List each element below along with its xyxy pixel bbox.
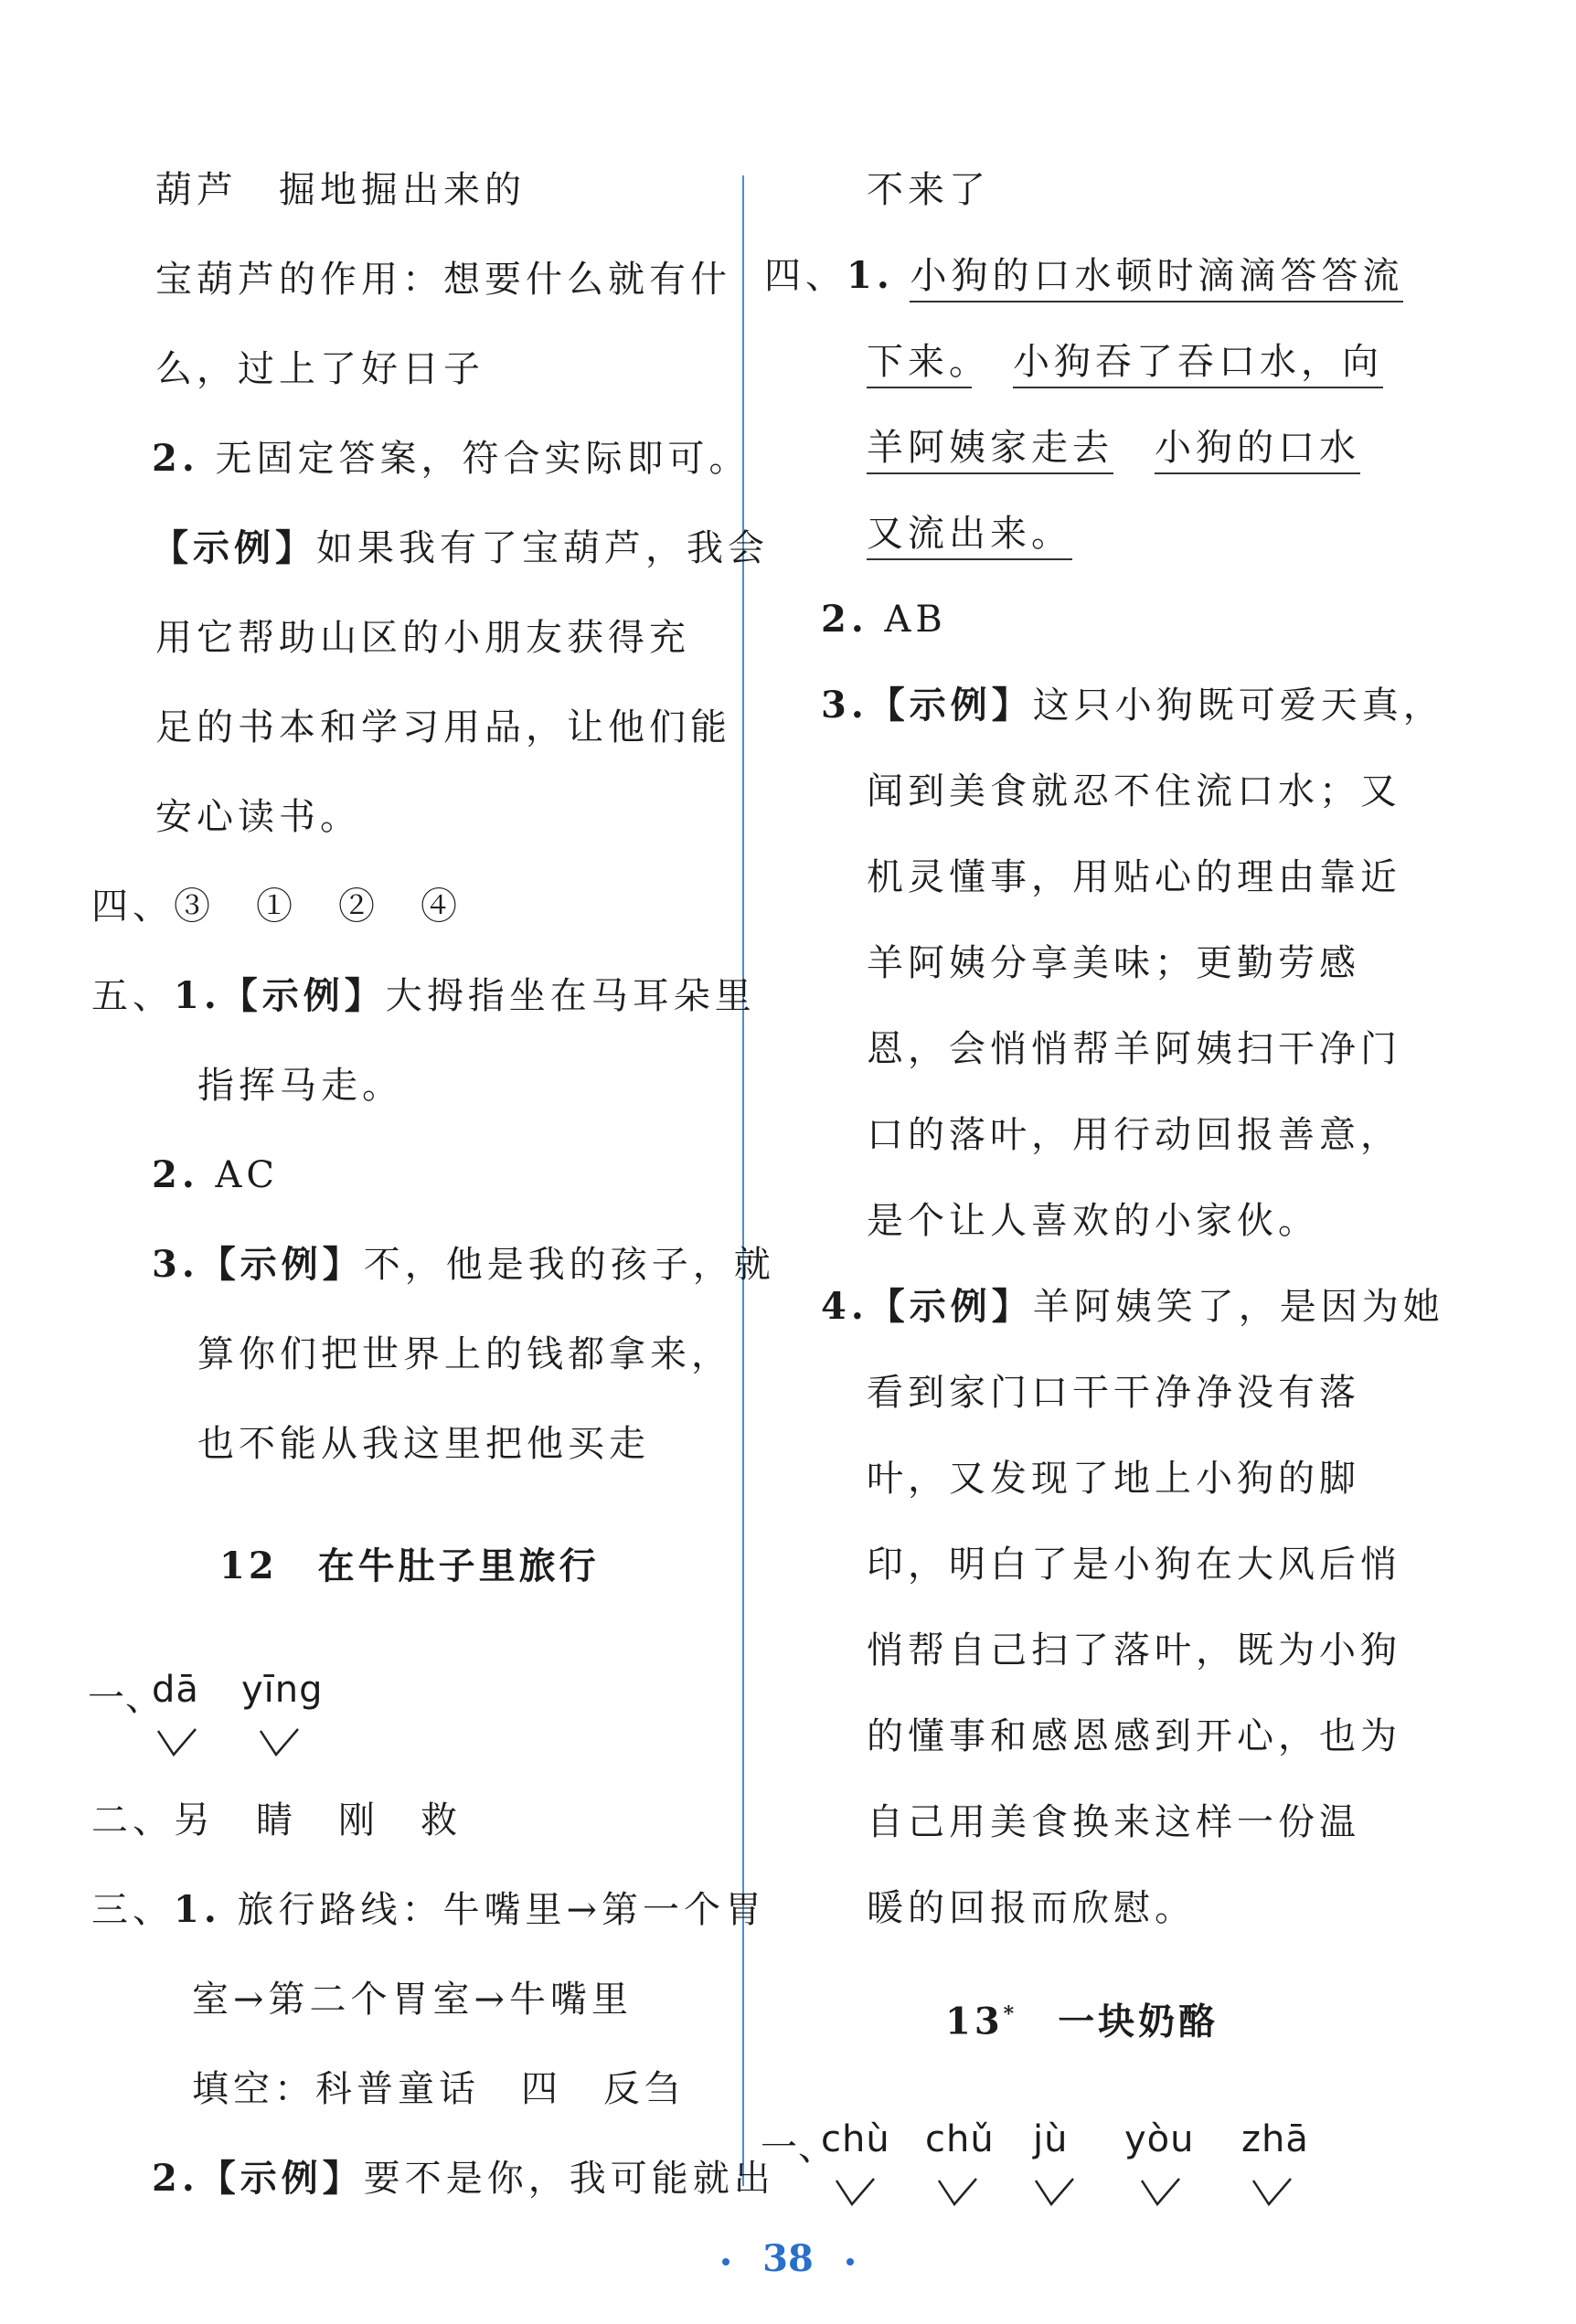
section-four-item-1 (764, 250, 1403, 302)
pinyin: chù (821, 2118, 890, 2160)
checkmark-icon (1139, 2175, 1181, 2208)
checkmark-icon (155, 1725, 197, 1758)
text: AC (215, 1154, 279, 1196)
checkmark-icon (1033, 2175, 1075, 2208)
section-heading-13 (945, 1989, 1219, 2047)
prefix: 五、 (91, 975, 174, 1017)
text-line: 悄帮自己扫了落叶，既为小狗 (867, 1629, 1401, 1671)
text: 旅行路线：牛嘴里→第一个胃 (237, 1889, 766, 1931)
bullet-icon (847, 2258, 854, 2266)
text-line: 用它帮助山区的小朋友获得充 (155, 617, 690, 659)
text-line (867, 422, 1360, 473)
text-line: 填空：科普童话 四 反刍 (192, 2068, 686, 2110)
answer-item-2 (152, 1150, 279, 1201)
answer-item-3 (152, 1239, 775, 1290)
text-line: 不来了 (867, 169, 990, 211)
example-tag: 【示例】 (198, 2157, 364, 2200)
underlined-answer: 又流出来。 (867, 513, 1072, 560)
text: 要不是你，我可能就出 (363, 2158, 775, 2200)
text-line: 算你们把世界上的钱都拿来， (197, 1333, 732, 1375)
item-number: 2. (821, 598, 868, 641)
prefix: 三、 (91, 1889, 174, 1931)
text-line: 机灵懂事，用贴心的理由靠近 (867, 856, 1401, 898)
text-line: 叶，又发现了地上小狗的脚 (867, 1458, 1360, 1500)
example-tag: 【示例】 (198, 1243, 364, 1286)
item-number: 3. (152, 1243, 199, 1286)
item-number: 1. (174, 1888, 221, 1931)
answer-item-2 (152, 2153, 775, 2204)
pinyin: dā (152, 1669, 199, 1711)
checkmark-icon (258, 1725, 300, 1758)
pinyin: chǔ (925, 2118, 995, 2160)
text-line: 是个让人喜欢的小家伙。 (867, 1200, 1319, 1242)
text-line: 葫芦 掘地掘出来的 (155, 169, 526, 211)
item-number: 2. (152, 2157, 199, 2200)
example-line (152, 523, 769, 574)
underlined-answer: 羊阿姨家走去 (867, 427, 1113, 474)
page-number (0, 2237, 1576, 2280)
text-line: 指挥马走。 (197, 1065, 403, 1107)
underlined-answer: 小狗吞了吞口水，向 (1013, 341, 1383, 388)
pinyin: yòu (1124, 2118, 1195, 2160)
checkmark-icon (1251, 2175, 1293, 2208)
underlined-answer: 小狗的口水顿时滴滴答答流 (910, 255, 1403, 302)
text-line: 闻到美食就忍不住流口水；又 (867, 770, 1401, 812)
text-line: 自己用美食换来这样一份温 (867, 1801, 1360, 1843)
text-line (867, 508, 1072, 559)
example-tag: 【示例】 (868, 1285, 1033, 1328)
pinyin-row (88, 1661, 728, 1789)
text: 如果我有了宝葫芦，我会 (316, 527, 769, 569)
page-number-text: 38 (762, 2237, 814, 2280)
prefix: 一、 (88, 1677, 163, 1719)
text: 无固定答案，符合实际即可。 (215, 438, 751, 480)
item-number: 2. (152, 437, 199, 480)
section-four-answer: 四、③ ① ② ④ (91, 886, 462, 928)
text-line: 羊阿姨分享美味；更勤劳感 (867, 942, 1360, 984)
text-line: 印，明白了是小狗在大风后悄 (867, 1544, 1401, 1586)
section-number: 12 (219, 1544, 278, 1587)
text: 不，他是我的孩子，就 (363, 1244, 775, 1286)
item-number: 1. (847, 254, 894, 297)
prefix: 一、 (761, 2127, 836, 2169)
answer-item-2 (821, 594, 947, 645)
item-number: 3. (821, 684, 868, 727)
right-column (750, 0, 1576, 2324)
text-line: 也不能从我这里把他买走 (197, 1423, 650, 1465)
text: AB (884, 599, 947, 641)
example-tag: 【示例】 (152, 526, 316, 569)
checkmark-icon (834, 2175, 876, 2208)
text: 这只小狗既可爱天真， (1032, 684, 1444, 727)
section-three-item-1 (91, 1884, 766, 1936)
optional-mark: * (1003, 2002, 1018, 2026)
pinyin-row (761, 2111, 1565, 2239)
text-line: 宝葫芦的作用：想要什么就有什 (155, 259, 731, 301)
section-two-answer: 二、另 睛 刚 救 (91, 1799, 462, 1841)
text-line: 口的落叶，用行动回报善意， (867, 1114, 1401, 1156)
section-five-item-1 (91, 971, 756, 1022)
item-number: 1. (174, 974, 221, 1017)
pinyin: jù (1033, 2118, 1069, 2160)
section-title: 在牛肚子里旅行 (317, 1544, 600, 1587)
answer-item-4 (821, 1281, 1444, 1332)
pinyin: yīng (241, 1669, 324, 1711)
example-tag: 【示例】 (868, 684, 1033, 727)
text: 羊阿姨笑了，是因为她 (1032, 1286, 1444, 1328)
text-line: 么，过上了好日子 (155, 348, 485, 390)
bullet-icon (722, 2258, 729, 2266)
text-line: 室→第二个胃室→牛嘴里 (192, 1979, 634, 2021)
text: 大拇指坐在马耳朵里 (385, 975, 756, 1017)
text-line: 恩，会悄悄帮羊阿姨扫干净门 (867, 1028, 1401, 1070)
underlined-answer: 下来。 (867, 341, 972, 388)
checkmark-icon (936, 2175, 978, 2208)
text-line: 看到家门口干干净净没有落 (867, 1372, 1360, 1414)
prefix: 四、 (764, 255, 847, 297)
section-number: 13 (945, 2000, 1004, 2043)
section-heading-12 (219, 1541, 600, 1592)
section-title: 一块奶酪 (1058, 2000, 1219, 2043)
text-line: 足的书本和学习用品，让他们能 (155, 706, 731, 748)
item-number: 4. (821, 1285, 868, 1328)
text-line: 的懂事和感恩感到开心，也为 (867, 1715, 1401, 1757)
left-column (0, 0, 775, 2324)
answer-item-3 (821, 680, 1444, 731)
example-tag: 【示例】 (220, 974, 386, 1017)
item-number: 2. (152, 1153, 199, 1196)
pinyin: zhā (1241, 2118, 1309, 2160)
answer-item-2 (152, 433, 750, 484)
text-line: 暖的回报而欣慰。 (867, 1887, 1196, 1929)
underlined-answer: 小狗的口水 (1155, 427, 1360, 474)
text-line (867, 336, 1383, 387)
text-line: 安心读书。 (155, 796, 361, 838)
